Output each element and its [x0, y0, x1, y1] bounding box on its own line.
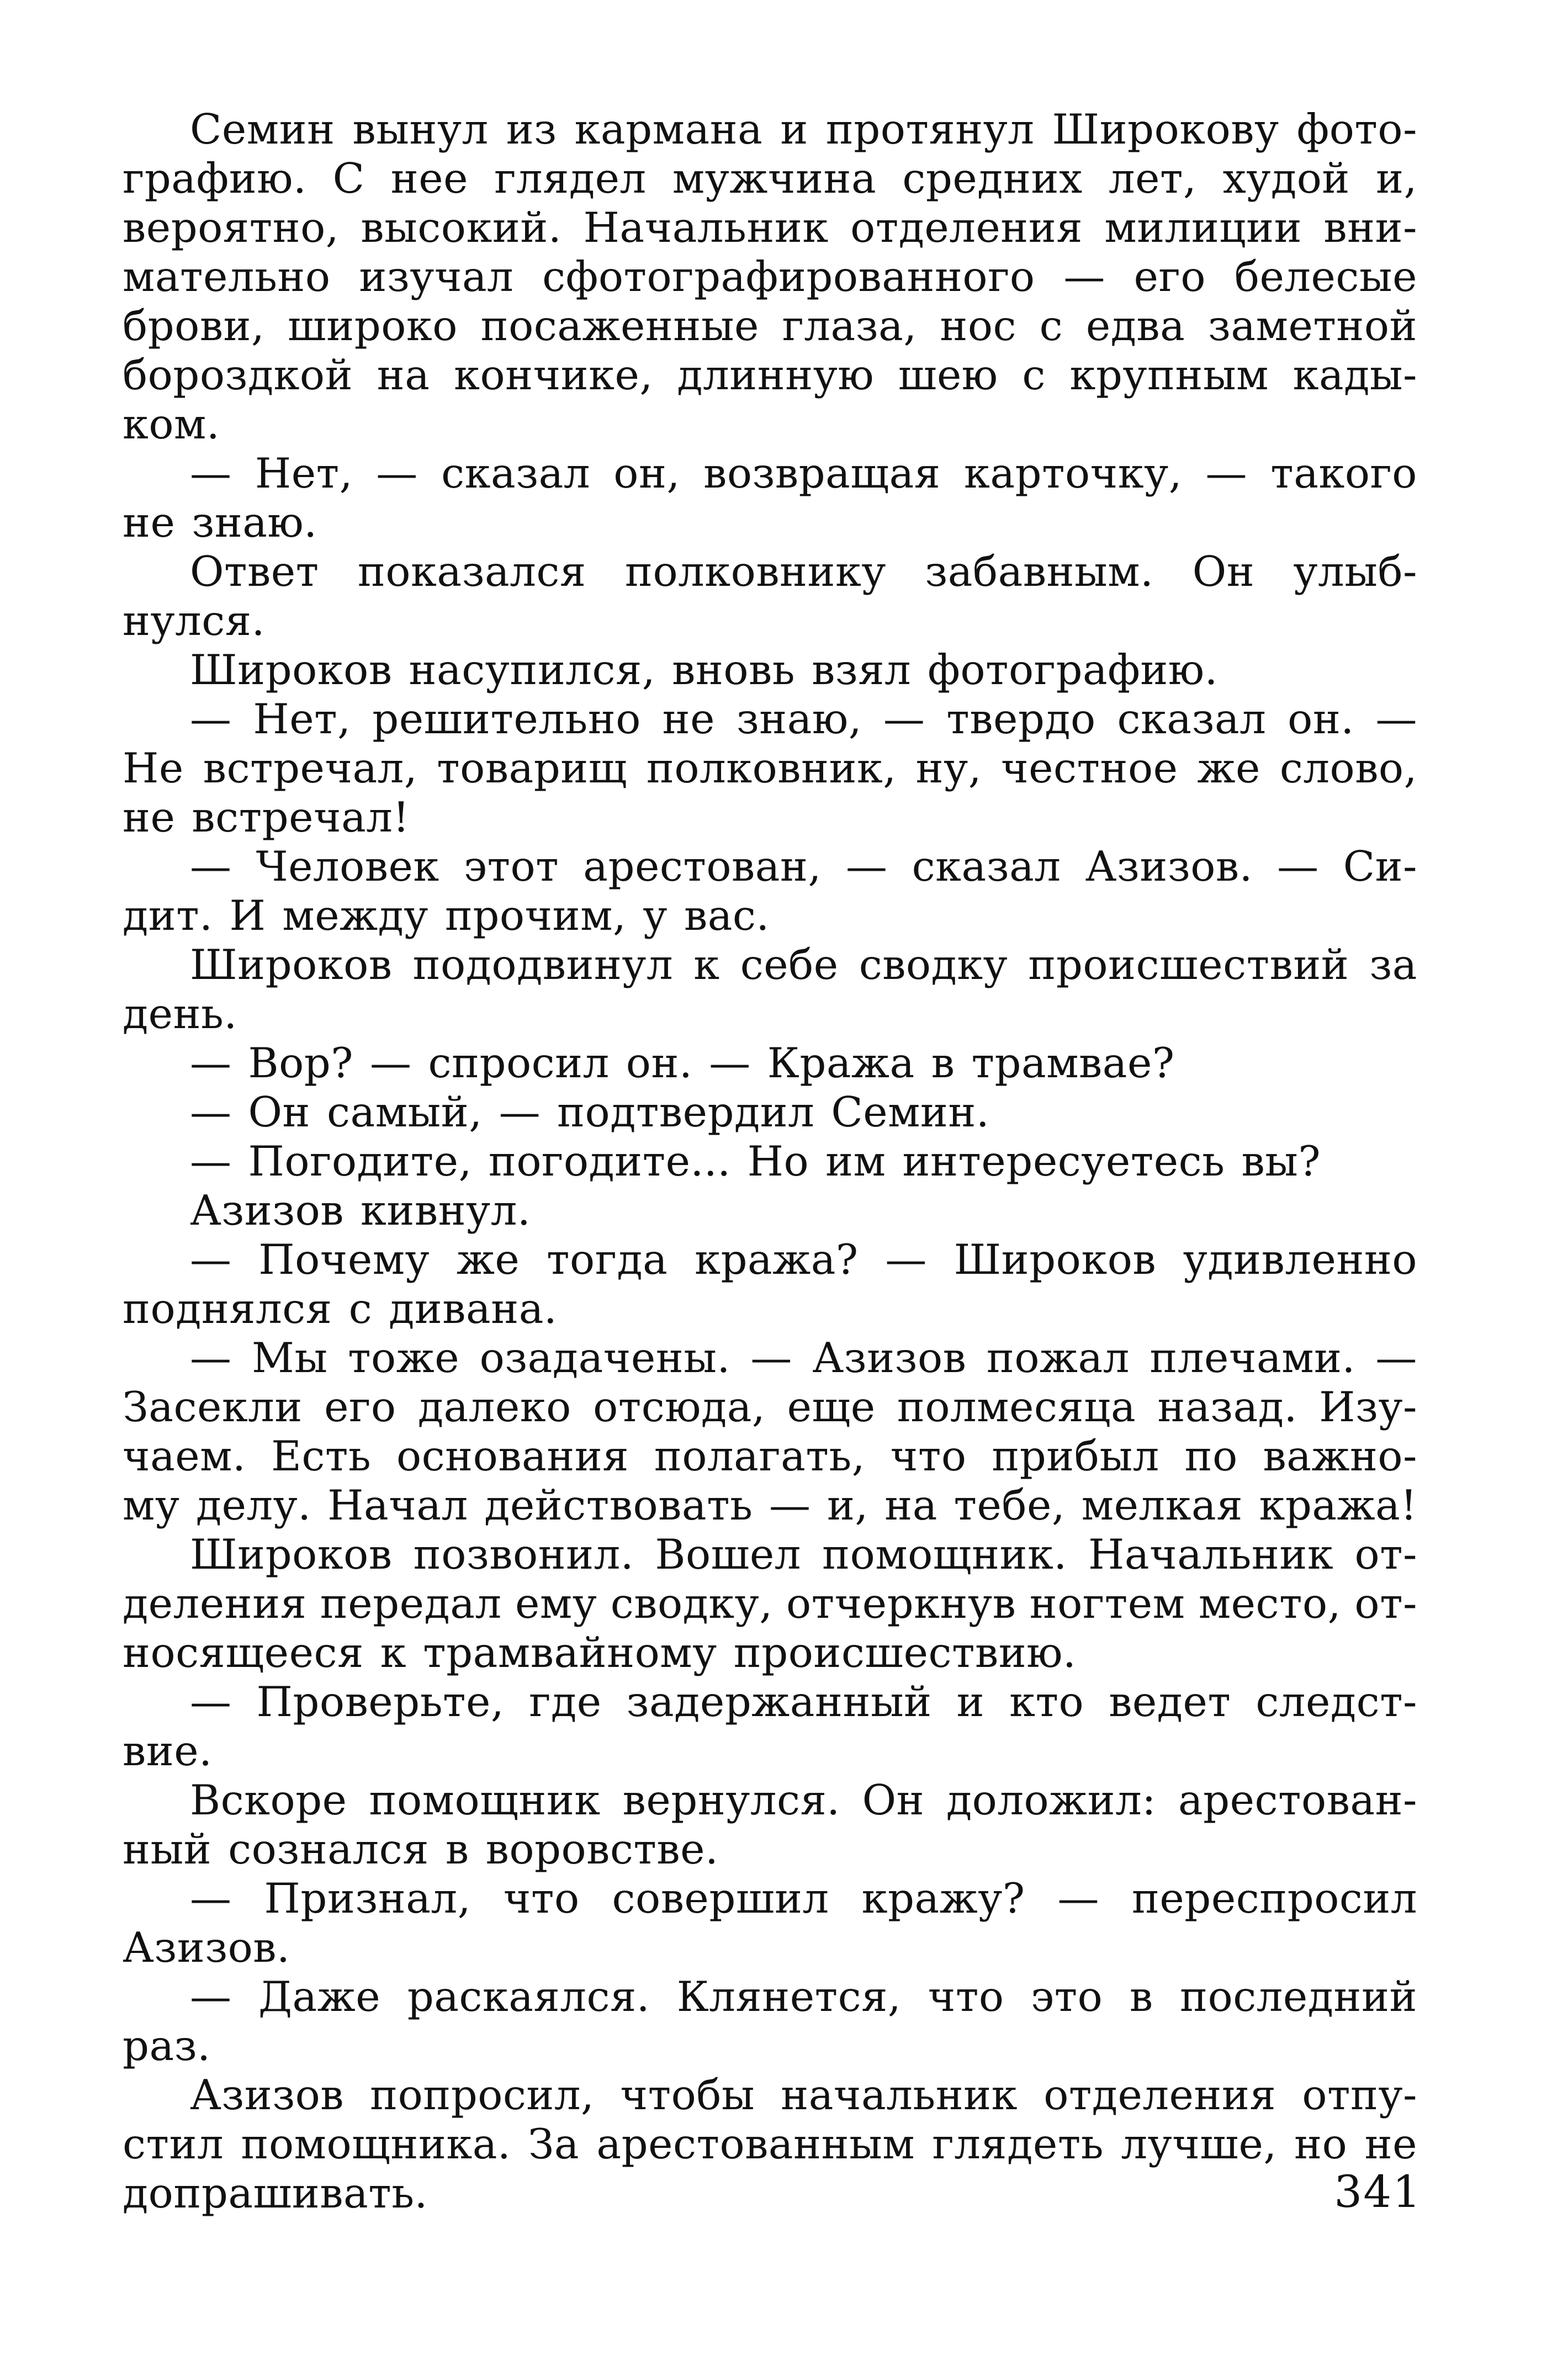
word: спросил [428, 1039, 610, 1087]
text-line [123, 744, 1417, 793]
word: назад. [1157, 1383, 1297, 1431]
word: не [123, 498, 176, 547]
word: тогда [547, 1235, 668, 1284]
word: широко [288, 301, 458, 350]
text-line [123, 1628, 1417, 1677]
word: такого [1270, 449, 1417, 497]
word: помощник [369, 1776, 601, 1824]
word: и, [827, 1481, 868, 1529]
word: он, [613, 449, 680, 497]
word: же [456, 1235, 520, 1284]
word: — [190, 1874, 232, 1923]
word: дит. [123, 891, 213, 940]
word: ногтем [1029, 1579, 1185, 1628]
word: — [1277, 842, 1319, 891]
text-line [123, 547, 1417, 596]
word: Семин. [831, 1088, 990, 1136]
word: происшествий [1028, 940, 1349, 989]
word: заметной [1208, 301, 1417, 350]
word: кража? [695, 1235, 859, 1284]
text-line [123, 203, 1417, 252]
text-line [123, 1432, 1417, 1481]
text-line [123, 1776, 1417, 1825]
word: графию. [123, 154, 307, 203]
word: кивнул. [360, 1186, 531, 1235]
word: задержанный [626, 1677, 932, 1726]
word: далеко [417, 1383, 571, 1431]
text-line [123, 1186, 1417, 1235]
word: из [506, 105, 557, 153]
word: Начал [327, 1481, 468, 1529]
text-line [123, 1874, 1417, 1923]
word: твердо [946, 695, 1096, 743]
word: сфотографированного [542, 252, 1035, 301]
word: арестован- [1178, 1776, 1417, 1824]
word: погодите... [488, 1137, 731, 1185]
word: его [324, 1383, 396, 1431]
word: ну, [915, 744, 982, 792]
word: мелкая [1081, 1481, 1243, 1529]
word: — [190, 1333, 232, 1382]
word: в [445, 1825, 469, 1873]
word: Вошел [655, 1530, 801, 1579]
word: Засекли [123, 1383, 303, 1431]
word: кармана [574, 105, 763, 153]
word: мательно [123, 252, 331, 301]
word: Мы [252, 1333, 328, 1382]
word: вас. [684, 891, 770, 940]
text-line [123, 940, 1417, 989]
word: знаю, [736, 695, 862, 743]
word: полмесяца [897, 1383, 1136, 1431]
word: — [499, 1088, 541, 1136]
word: — [190, 1677, 232, 1726]
word: кто [1009, 1677, 1084, 1726]
word: крупным [1069, 351, 1269, 399]
word: где [529, 1677, 602, 1726]
word: лучше, [1121, 2120, 1277, 2168]
word: дивана. [389, 1284, 558, 1333]
word: Он [1192, 547, 1255, 596]
word: самый, [326, 1088, 483, 1136]
word: Широков [190, 645, 393, 694]
word: подтвердил [557, 1088, 815, 1136]
word: Нет, [255, 449, 353, 497]
word: средних [902, 154, 1083, 203]
word: сознался [228, 1825, 429, 1873]
word: честное [1001, 744, 1178, 792]
text-line [123, 154, 1417, 203]
word: Семин [190, 105, 335, 153]
word: — [1375, 1333, 1417, 1382]
text-line [123, 1137, 1417, 1186]
text-line [123, 2021, 1417, 2071]
word: изучал [359, 252, 514, 301]
word: Азизов. [1085, 842, 1253, 891]
word: милиции [1104, 203, 1302, 252]
word: — [190, 695, 232, 743]
word: худой [1222, 154, 1350, 203]
text-line [123, 695, 1417, 744]
word: Клянется, [676, 1972, 902, 2021]
word: он. [626, 1039, 693, 1087]
word: Ответ [190, 547, 319, 596]
text-line [123, 1972, 1417, 2021]
word: тебе, [953, 1481, 1066, 1529]
word: брови, [123, 301, 265, 350]
word: же [1197, 744, 1260, 792]
word: допрашивать. [123, 2169, 428, 2217]
word: озадачены. [479, 1333, 730, 1382]
word: что [890, 1432, 967, 1480]
word: воровстве. [485, 1825, 719, 1873]
word: к [380, 1628, 407, 1677]
word: переспросил [1131, 1874, 1417, 1923]
text-line [123, 1039, 1417, 1088]
word: трамвайному [423, 1628, 717, 1677]
text-line [123, 989, 1417, 1039]
word: Признал, [264, 1874, 471, 1923]
text-line [123, 400, 1417, 449]
word: Азизов [812, 1333, 967, 1382]
word: передал [320, 1579, 502, 1628]
word: от- [1354, 1579, 1417, 1628]
word: плечами. [1149, 1333, 1355, 1382]
word: день. [123, 989, 237, 1038]
word: показался [357, 547, 586, 596]
text-line [123, 1825, 1417, 1874]
word: вернулся. [622, 1776, 840, 1824]
word: глаза, [782, 301, 917, 350]
word: сказал [441, 449, 590, 497]
word: попросил, [370, 2071, 595, 2119]
word: возвращая [703, 449, 941, 497]
word: помощника. [241, 2120, 511, 2168]
word: карточку, [963, 449, 1183, 497]
word: вие. [123, 1727, 213, 1775]
word: вновь [672, 645, 796, 694]
word: ком. [123, 400, 220, 448]
word: от- [1354, 1530, 1417, 1579]
text-line [123, 449, 1417, 498]
word: с [1039, 301, 1063, 350]
word: нее [390, 154, 468, 203]
text-line [123, 891, 1417, 940]
word: по [1184, 1432, 1238, 1480]
word: отсюда, [593, 1383, 766, 1431]
word: Азизов [190, 2071, 344, 2119]
word: прибыл [992, 1432, 1159, 1480]
word: у [643, 891, 668, 940]
word: встречал, [203, 744, 418, 792]
word: Не [123, 744, 184, 792]
word: протянул [825, 105, 1035, 153]
text-line [123, 1481, 1417, 1530]
word: высокий. [361, 203, 562, 252]
word: — [190, 1039, 232, 1087]
word: сводку, [610, 1579, 773, 1628]
word: что [928, 1972, 1004, 2021]
text-line [123, 1677, 1417, 1727]
text-line [123, 1383, 1417, 1432]
word: отделения [850, 203, 1083, 252]
text-line [123, 596, 1417, 645]
text-line [123, 1530, 1417, 1579]
word: Погодите, [248, 1137, 472, 1185]
word: отчеркнув [786, 1579, 1016, 1628]
word: — [1063, 252, 1105, 301]
word: в [931, 1039, 955, 1087]
word: чтобы [620, 2071, 755, 2119]
word: Начальник [1088, 1530, 1334, 1579]
word: — [709, 1039, 751, 1087]
word: взял [812, 645, 912, 694]
word: в [1129, 1972, 1153, 2021]
word: Азизов [190, 1186, 344, 1235]
word: к [693, 940, 720, 989]
word: глядеть [932, 2120, 1104, 2168]
word: — [883, 695, 925, 743]
word: вероятно, [123, 203, 340, 252]
text-line [123, 1579, 1417, 1628]
word: и [956, 1677, 985, 1726]
word: Человек [256, 842, 439, 891]
word: слово, [1279, 744, 1417, 792]
word: пожал [986, 1333, 1130, 1382]
word: совершил [612, 1874, 829, 1923]
word: помощник. [822, 1530, 1067, 1579]
word: Есть [271, 1432, 372, 1480]
text-line [123, 2169, 1417, 2218]
word: товарищ [437, 744, 627, 792]
word: раз. [123, 2021, 211, 2070]
word: Широкову [1052, 105, 1279, 153]
text-line [123, 1088, 1417, 1137]
word: — [190, 842, 232, 891]
word: фото- [1296, 105, 1417, 153]
word: му [123, 1481, 180, 1529]
text-line [123, 1235, 1417, 1284]
word: насупился, [409, 645, 656, 694]
word: место, [1198, 1579, 1342, 1628]
text-line [123, 1333, 1417, 1383]
word: Азизов. [123, 1923, 290, 1972]
word: глядел [494, 154, 647, 203]
word: едва [1085, 301, 1185, 350]
word: этот [463, 842, 559, 891]
word: носящееся [123, 1628, 364, 1677]
word: основания [396, 1432, 629, 1480]
word: интересуетесь [902, 1137, 1225, 1185]
word: Изу- [1319, 1383, 1417, 1431]
word: удивленно [1183, 1235, 1417, 1284]
word: себе [740, 940, 839, 989]
word: полковнику [625, 547, 887, 596]
word: с [1022, 351, 1046, 399]
word: фотографию. [928, 645, 1219, 694]
text-line [123, 842, 1417, 891]
word: он. [1288, 695, 1354, 743]
text-line [123, 793, 1417, 842]
word: и, [1376, 154, 1417, 203]
word: — [190, 1235, 232, 1284]
text-line [123, 2120, 1417, 2169]
word: поднялся [123, 1284, 332, 1333]
text-line [123, 105, 1417, 154]
word: — [1375, 695, 1417, 743]
word: происшествию. [733, 1628, 1077, 1677]
word: — [885, 1235, 927, 1284]
word: стил [123, 2120, 224, 2168]
word: Вскоре [190, 1776, 347, 1824]
word: Кража [767, 1039, 915, 1087]
word: отделения [1043, 2071, 1276, 2119]
word: Почему [258, 1235, 430, 1284]
word: тоже [348, 1333, 460, 1382]
word: не [1364, 2120, 1417, 2168]
word: ему [515, 1579, 597, 1628]
word: улыб- [1293, 547, 1417, 596]
word: знаю. [192, 498, 317, 547]
word: ный [123, 1825, 212, 1873]
word: кража! [1259, 1481, 1417, 1529]
word: следст- [1256, 1677, 1417, 1726]
word: Вор? [248, 1039, 353, 1087]
word: бороздкой [123, 351, 353, 399]
word: арестованным [596, 2120, 915, 2168]
word: последний [1180, 1972, 1417, 2021]
word: мужчина [672, 154, 877, 203]
word: полковник, [646, 744, 897, 792]
text-line [123, 301, 1417, 351]
word: не [662, 695, 716, 743]
word: Широков [190, 940, 393, 989]
word: важно- [1263, 1432, 1417, 1480]
text-line [123, 2071, 1417, 2120]
word: между [282, 891, 428, 940]
text-line [123, 1727, 1417, 1776]
word: его [1133, 252, 1206, 301]
word: за [1369, 940, 1417, 989]
word: доложил: [946, 1776, 1157, 1824]
text-line [123, 498, 1417, 547]
word: сводку [859, 940, 1008, 989]
word: забавным. [925, 547, 1154, 596]
word: Но [747, 1137, 809, 1185]
word: сказал [912, 842, 1061, 891]
page-number: 341 [1334, 2166, 1422, 2217]
word: нулся. [123, 596, 265, 645]
word: Проверьте, [256, 1677, 505, 1726]
word: — [1057, 1874, 1099, 1923]
word: встречал! [192, 793, 410, 841]
word: — [845, 842, 888, 891]
word: действовать [484, 1481, 753, 1529]
word: не [123, 793, 176, 841]
word: вы? [1241, 1137, 1321, 1185]
word: — [769, 1481, 811, 1529]
word: ведет [1109, 1677, 1231, 1726]
word: лет, [1109, 154, 1197, 203]
word: Широков [190, 1530, 393, 1579]
word: — [190, 449, 232, 497]
word: кражу? [861, 1874, 1025, 1923]
word: Начальник [583, 203, 829, 252]
word: Он [862, 1776, 925, 1824]
word: посаженные [480, 301, 759, 350]
word: что [503, 1874, 580, 1923]
word: кончике, [454, 351, 653, 399]
word: отпу- [1302, 2071, 1417, 2119]
word: полагать, [654, 1432, 866, 1480]
word: это [1031, 1972, 1103, 2021]
text-line [123, 351, 1417, 400]
word: прочим, [444, 891, 627, 940]
word: позвонил. [413, 1530, 634, 1579]
word: сказал [1117, 695, 1267, 743]
word: трамвае? [971, 1039, 1175, 1087]
text-line [123, 1923, 1417, 1972]
word: начальник [781, 2071, 1018, 2119]
word: вни- [1323, 203, 1417, 252]
word: Си- [1343, 842, 1417, 891]
word: длинную [677, 351, 875, 399]
word: — [190, 1088, 232, 1136]
text-line [123, 645, 1417, 695]
word: арестован, [583, 842, 822, 891]
word: — [750, 1333, 792, 1382]
word: Он [248, 1088, 310, 1136]
word: нос [940, 301, 1016, 350]
word: на [377, 351, 430, 399]
word: и [780, 105, 808, 153]
word: деления [123, 1579, 307, 1628]
word: делу. [195, 1481, 311, 1529]
word: с [348, 1284, 373, 1333]
word: чаем. [123, 1432, 246, 1480]
word: Широков [953, 1235, 1157, 1284]
word: белесые [1234, 252, 1417, 301]
word: но [1294, 2120, 1348, 2168]
word: вынул [352, 105, 489, 153]
text-line [123, 1284, 1417, 1333]
word: Нет, [253, 695, 351, 743]
word: раскаялся. [407, 1972, 650, 2021]
word: С [332, 154, 365, 203]
word: пододвинул [412, 940, 674, 989]
word: решительно [372, 695, 641, 743]
word: — [190, 1137, 232, 1185]
page-body [123, 105, 1417, 2218]
word: — [370, 1039, 412, 1087]
word: Даже [258, 1972, 381, 2021]
text-line [123, 252, 1417, 301]
word: шею [898, 351, 998, 399]
word: За [528, 2120, 580, 2168]
word: — [1205, 449, 1247, 497]
word: на [884, 1481, 937, 1529]
word: им [825, 1137, 886, 1185]
word: еще [787, 1383, 876, 1431]
word: И [229, 891, 266, 940]
word: — [376, 449, 418, 497]
word: кады- [1292, 351, 1417, 399]
word: — [190, 1972, 232, 2021]
